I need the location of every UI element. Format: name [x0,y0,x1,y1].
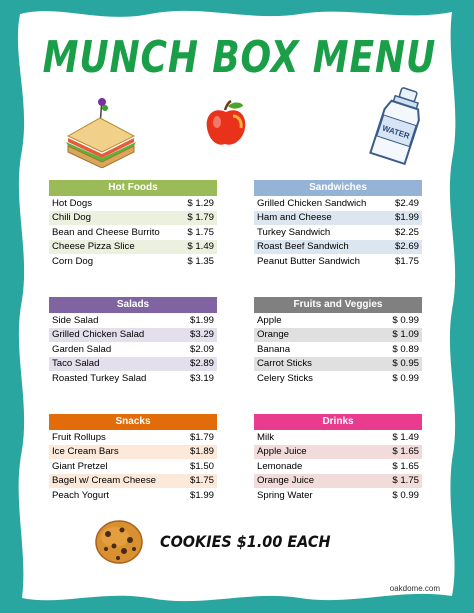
section-header: Snacks [49,414,217,430]
item-price: $2.69 [394,241,419,253]
item-price: $1.50 [189,460,214,472]
item-name: Grilled Chicken Sandwich [257,197,367,209]
item-name: Orange Juice [257,475,315,487]
section-fruits-and-veggies [254,297,422,386]
section-hot-foods [49,180,217,269]
item-price: $ 1.29 [187,197,214,209]
menu-table [49,430,217,503]
cookies-price-text: COOKIES $1.00 EACH [160,532,331,551]
footer-site-name: oakdome.com [389,584,440,593]
item-name: Roast Beef Sandwich [257,241,349,253]
item-price: $ 0.89 [392,343,419,355]
section-header: Hot Foods [49,180,217,196]
list-item [254,240,422,255]
list-item [254,225,422,240]
item-name: Apple [257,314,282,326]
list-item [254,211,422,226]
item-name: Spring Water [257,489,313,501]
list-item [49,459,217,474]
item-price: $1.99 [189,489,214,501]
item-name: Ice Cream Bars [52,446,119,458]
item-price: $2.89 [189,358,214,370]
list-item [49,445,217,460]
item-name: Milk [257,431,275,443]
list-item [49,225,217,240]
list-item [254,459,422,474]
list-item [49,371,217,386]
item-name: Peach Yogurt [52,489,110,501]
list-item [254,357,422,372]
page-title: MUNCH BOX MENU [42,32,437,83]
list-item [254,328,422,343]
section-header: Fruits and Veggies [254,297,422,313]
list-item [49,342,217,357]
item-price: $3.29 [189,329,214,341]
item-name: Giant Pretzel [52,460,108,472]
list-item [254,371,422,386]
item-name: Fruit Rollups [52,431,106,443]
item-name: Taco Salad [52,358,100,370]
water-bottle-icon [366,86,430,166]
list-item [49,488,217,503]
item-price: $1.99 [394,212,419,224]
section-snacks [49,414,217,503]
item-name: Lemonade [257,460,303,472]
item-price: $ 1.79 [187,212,214,224]
cookie-icon [94,518,144,566]
item-price: $ 1.35 [187,255,214,267]
list-item [49,328,217,343]
menu-table [49,313,217,386]
item-price: $1.79 [189,431,214,443]
section-header: Drinks [254,414,422,430]
sandwich-icon [62,96,138,168]
list-item [254,488,422,503]
item-price: $2.09 [189,343,214,355]
item-price: $ 1.09 [392,329,419,341]
item-price: $ 1.75 [187,226,214,238]
item-price: $ 0.95 [392,358,419,370]
section-header: Salads [49,297,217,313]
item-name: Bagel w/ Cream Cheese [52,475,156,487]
list-item [254,254,422,269]
item-price: $ 1.65 [392,446,419,458]
list-item [49,357,217,372]
item-price: $2.25 [394,226,419,238]
item-name: Apple Juice [257,446,307,458]
list-item [49,254,217,269]
list-item [254,196,422,211]
item-price: $3.19 [189,372,214,384]
item-name: Chili Dog [52,212,91,224]
menu-table [49,196,217,269]
item-name: Celery Sticks [257,372,313,384]
list-item [254,313,422,328]
item-name: Cheese Pizza Slice [52,241,135,253]
item-price: $ 1.49 [187,241,214,253]
item-price: $ 0.99 [392,489,419,501]
item-name: Garden Salad [52,343,112,355]
item-name: Side Salad [52,314,99,326]
list-item [49,474,217,489]
item-price: $ 0.99 [392,372,419,384]
list-item [254,474,422,489]
apple-icon [205,100,247,148]
item-name: Carrot Sticks [257,358,312,370]
item-name: Peanut Butter Sandwich [257,255,360,267]
section-salads [49,297,217,386]
item-price: $2.49 [394,197,419,209]
item-name: Bean and Cheese Burrito [52,226,160,238]
item-name: Banana [257,343,291,355]
item-name: Hot Dogs [52,197,92,209]
list-item [49,430,217,445]
list-item [49,313,217,328]
item-name: Roasted Turkey Salad [52,372,147,384]
item-price: $ 1.75 [392,475,419,487]
item-price: $1.75 [394,255,419,267]
list-item [49,211,217,226]
item-price: $1.75 [189,475,214,487]
list-item [254,445,422,460]
menu-table [254,196,422,269]
section-drinks [254,414,422,503]
menu-table [254,313,422,386]
item-name: Turkey Sandwich [257,226,331,238]
item-price: $ 1.49 [392,431,419,443]
menu-table [254,430,422,503]
water-label: WATER [381,123,411,141]
item-name: Ham and Cheese [257,212,332,224]
section-sandwiches [254,180,422,269]
item-name: Corn Dog [52,255,94,267]
list-item [254,342,422,357]
item-name: Grilled Chicken Salad [52,329,145,341]
item-name: Orange [257,329,289,341]
list-item [49,240,217,255]
item-price: $1.99 [189,314,214,326]
item-price: $1.89 [189,446,214,458]
section-header: Sandwiches [254,180,422,196]
item-price: $ 0.99 [392,314,419,326]
list-item [49,196,217,211]
list-item [254,430,422,445]
item-price: $ 1.65 [392,460,419,472]
